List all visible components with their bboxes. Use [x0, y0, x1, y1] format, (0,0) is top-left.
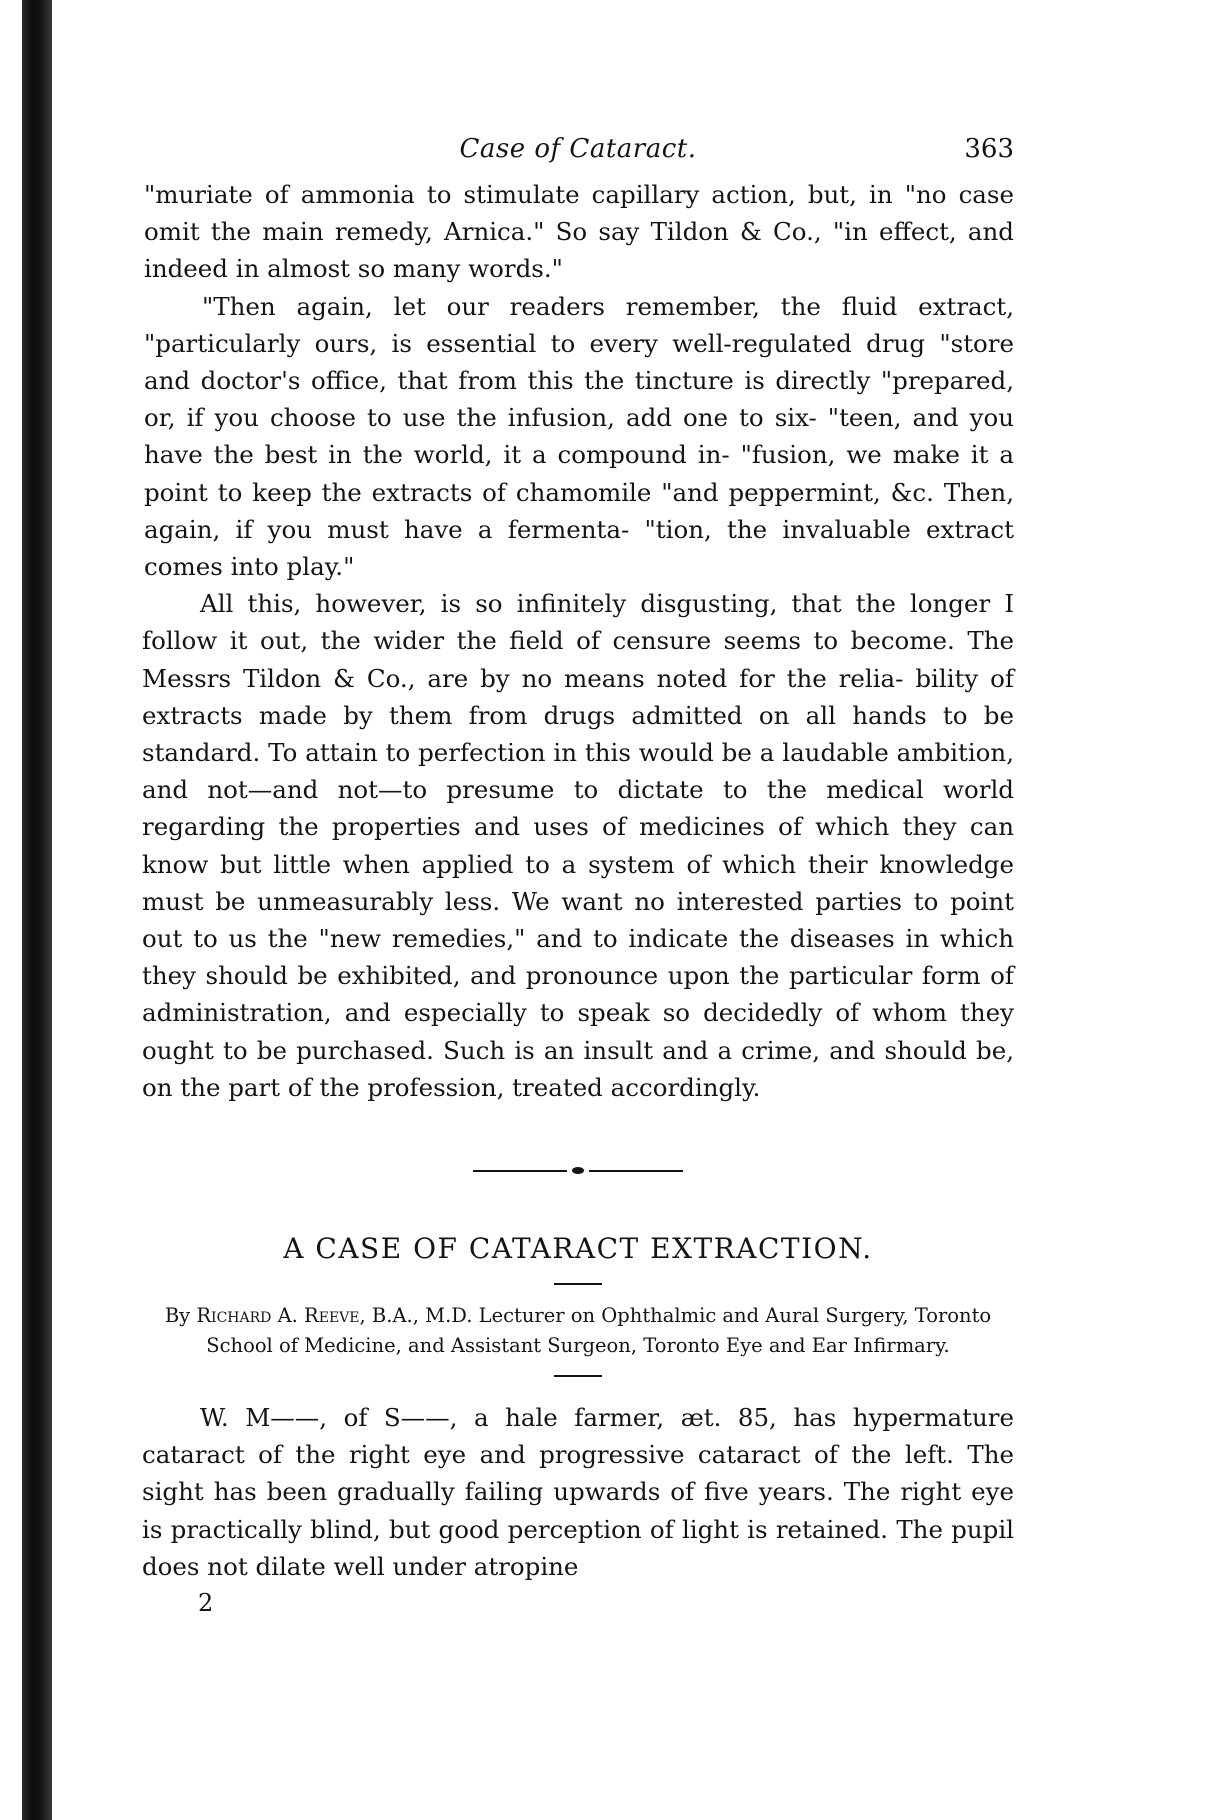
- byline-credentials: , B.A., M.D. Lecturer on Ophthalmic and Aural Surgery, Toronto School of Medicine, and Assistant Surgeon, Toronto Eye and Ear Infirmary.: [206, 1304, 992, 1358]
- running-head-title: Case of Cataract.: [459, 134, 697, 164]
- divider-ornament: [572, 1167, 584, 1174]
- quoted-paragraph-2: "Then again, let our readers remember, the fluid extract, "particularly ours, is essential to every well-regulated drug "store and doctor's office, that from this the tincture is directly "prepared, or, if you choose to use the infusion, add one to six- "teen, and you have the best in the world, it a compound in- "fusion, we make it a point to keep the extracts of chamomile "and peppermint, &c. Then, again, if you must have a fermenta- "tion, the invaluable extract comes into play.": [144, 291, 1014, 582]
- spine-speck: [52, 238, 66, 248]
- article-first-paragraph: W. M——, of S——, a hale farmer, æt. 85, has hypermature cataract of the right eye and progressive cataract of the left. The sight has been gradually failing upwards of five years. The right eye is practically blind, but good perception of light is retained. The pupil does not dilate well under atropine: [142, 1403, 1014, 1581]
- running-head: [142, 130, 1014, 170]
- spine-speck: [52, 690, 66, 698]
- divider-bar: [589, 1170, 683, 1172]
- page-number: 363: [964, 134, 1014, 164]
- body-paragraph: All this, however, is so infinitely disgusting, that the longer I follow it out, the wider the field of censure seems to become. The Messrs Tildon & Co., are by no means noted for the relia- bility of extracts made by them from drugs admitted on all hands to be standard. To attain to perfection in this would be a laudable ambition, and not—and not—to presume to dictate to the medical world regarding the properties and uses of medicines of which they can know but little when applied to a system of which their knowledge must be unmeasurably less. We want no interested parties to point out to us the "new remedies," and to indicate the diseases in which they should be exhibited, and pronounce upon the particular form of administration, and especially to speak so decidedly of whom they ought to be purchased. Such is an insult and a crime, and should be, on the part of the profession, treated accordingly.: [142, 589, 1014, 1102]
- book-page: [142, 130, 1014, 1617]
- section-ornament-divider: [473, 1164, 683, 1178]
- divider-bar: [473, 1170, 567, 1172]
- article-byline: [142, 1301, 1014, 1361]
- byline-rule: [554, 1375, 602, 1377]
- book-spine-shadow: [22, 0, 52, 1820]
- title-rule: [554, 1283, 602, 1285]
- article-title: A CASE OF CATARACT EXTRACTION.: [283, 1232, 873, 1266]
- spine-speck: [52, 62, 66, 84]
- signature-mark: 2: [198, 1589, 214, 1618]
- byline-prefix: By: [164, 1304, 191, 1328]
- byline-author: Richard A. Reeve: [196, 1304, 360, 1328]
- quoted-paragraph-1: "muriate of ammonia to stimulate capillary action, but, in "no case omit the main remedy, Arnica." So say Tildon & Co., "in effect, and indeed in almost so many words.": [144, 180, 1014, 284]
